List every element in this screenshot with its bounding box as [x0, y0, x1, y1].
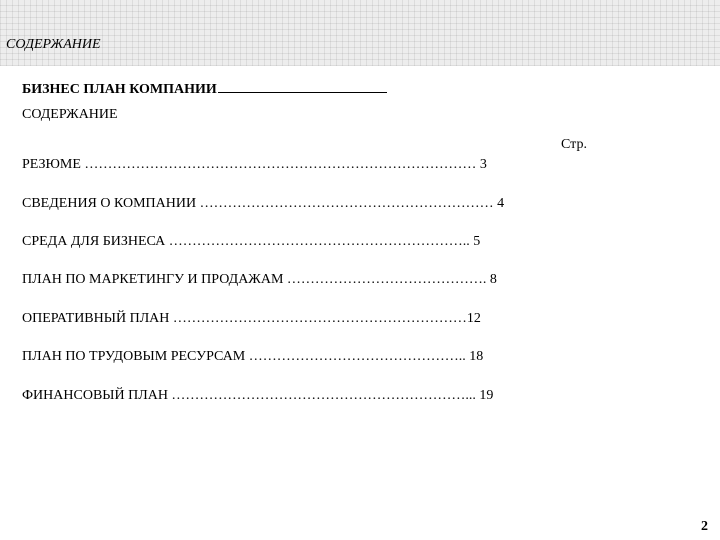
toc-entry: СРЕДА ДЛЯ БИЗНЕСА ……………………………………………………….. 5	[22, 234, 481, 249]
toc-entry: РЕЗЮМЕ ………………………………………………………………………… 3	[22, 157, 487, 172]
document-area	[0, 66, 720, 540]
slide-title: СОДЕРЖАНИЕ	[6, 37, 101, 52]
document-heading-text: БИЗНЕС ПЛАН КОМПАНИИ	[22, 82, 217, 97]
header-band	[0, 0, 720, 66]
toc-entry: ОПЕРАТИВНЫЙ ПЛАН ………………………………………………………12	[22, 311, 481, 326]
company-name-blank	[218, 80, 387, 93]
toc-entry: СВЕДЕНИЯ О КОМПАНИИ ……………………………………………………… 4	[22, 196, 505, 211]
page-column-label: Стр.	[561, 137, 587, 152]
toc-entry: ПЛАН ПО МАРКЕТИНГУ И ПРОДАЖАМ ……………………………………. 8	[22, 272, 497, 287]
toc-entry: ФИНАНСОВЫЙ ПЛАН ………………………………………………………... 19	[22, 388, 494, 403]
page-number: 2	[701, 519, 708, 534]
contents-label: СОДЕРЖАНИЕ	[22, 107, 118, 122]
toc-entry: ПЛАН ПО ТРУДОВЫМ РЕСУРСАМ ……………………………………….. 18	[22, 349, 484, 364]
document-heading	[22, 80, 387, 98]
